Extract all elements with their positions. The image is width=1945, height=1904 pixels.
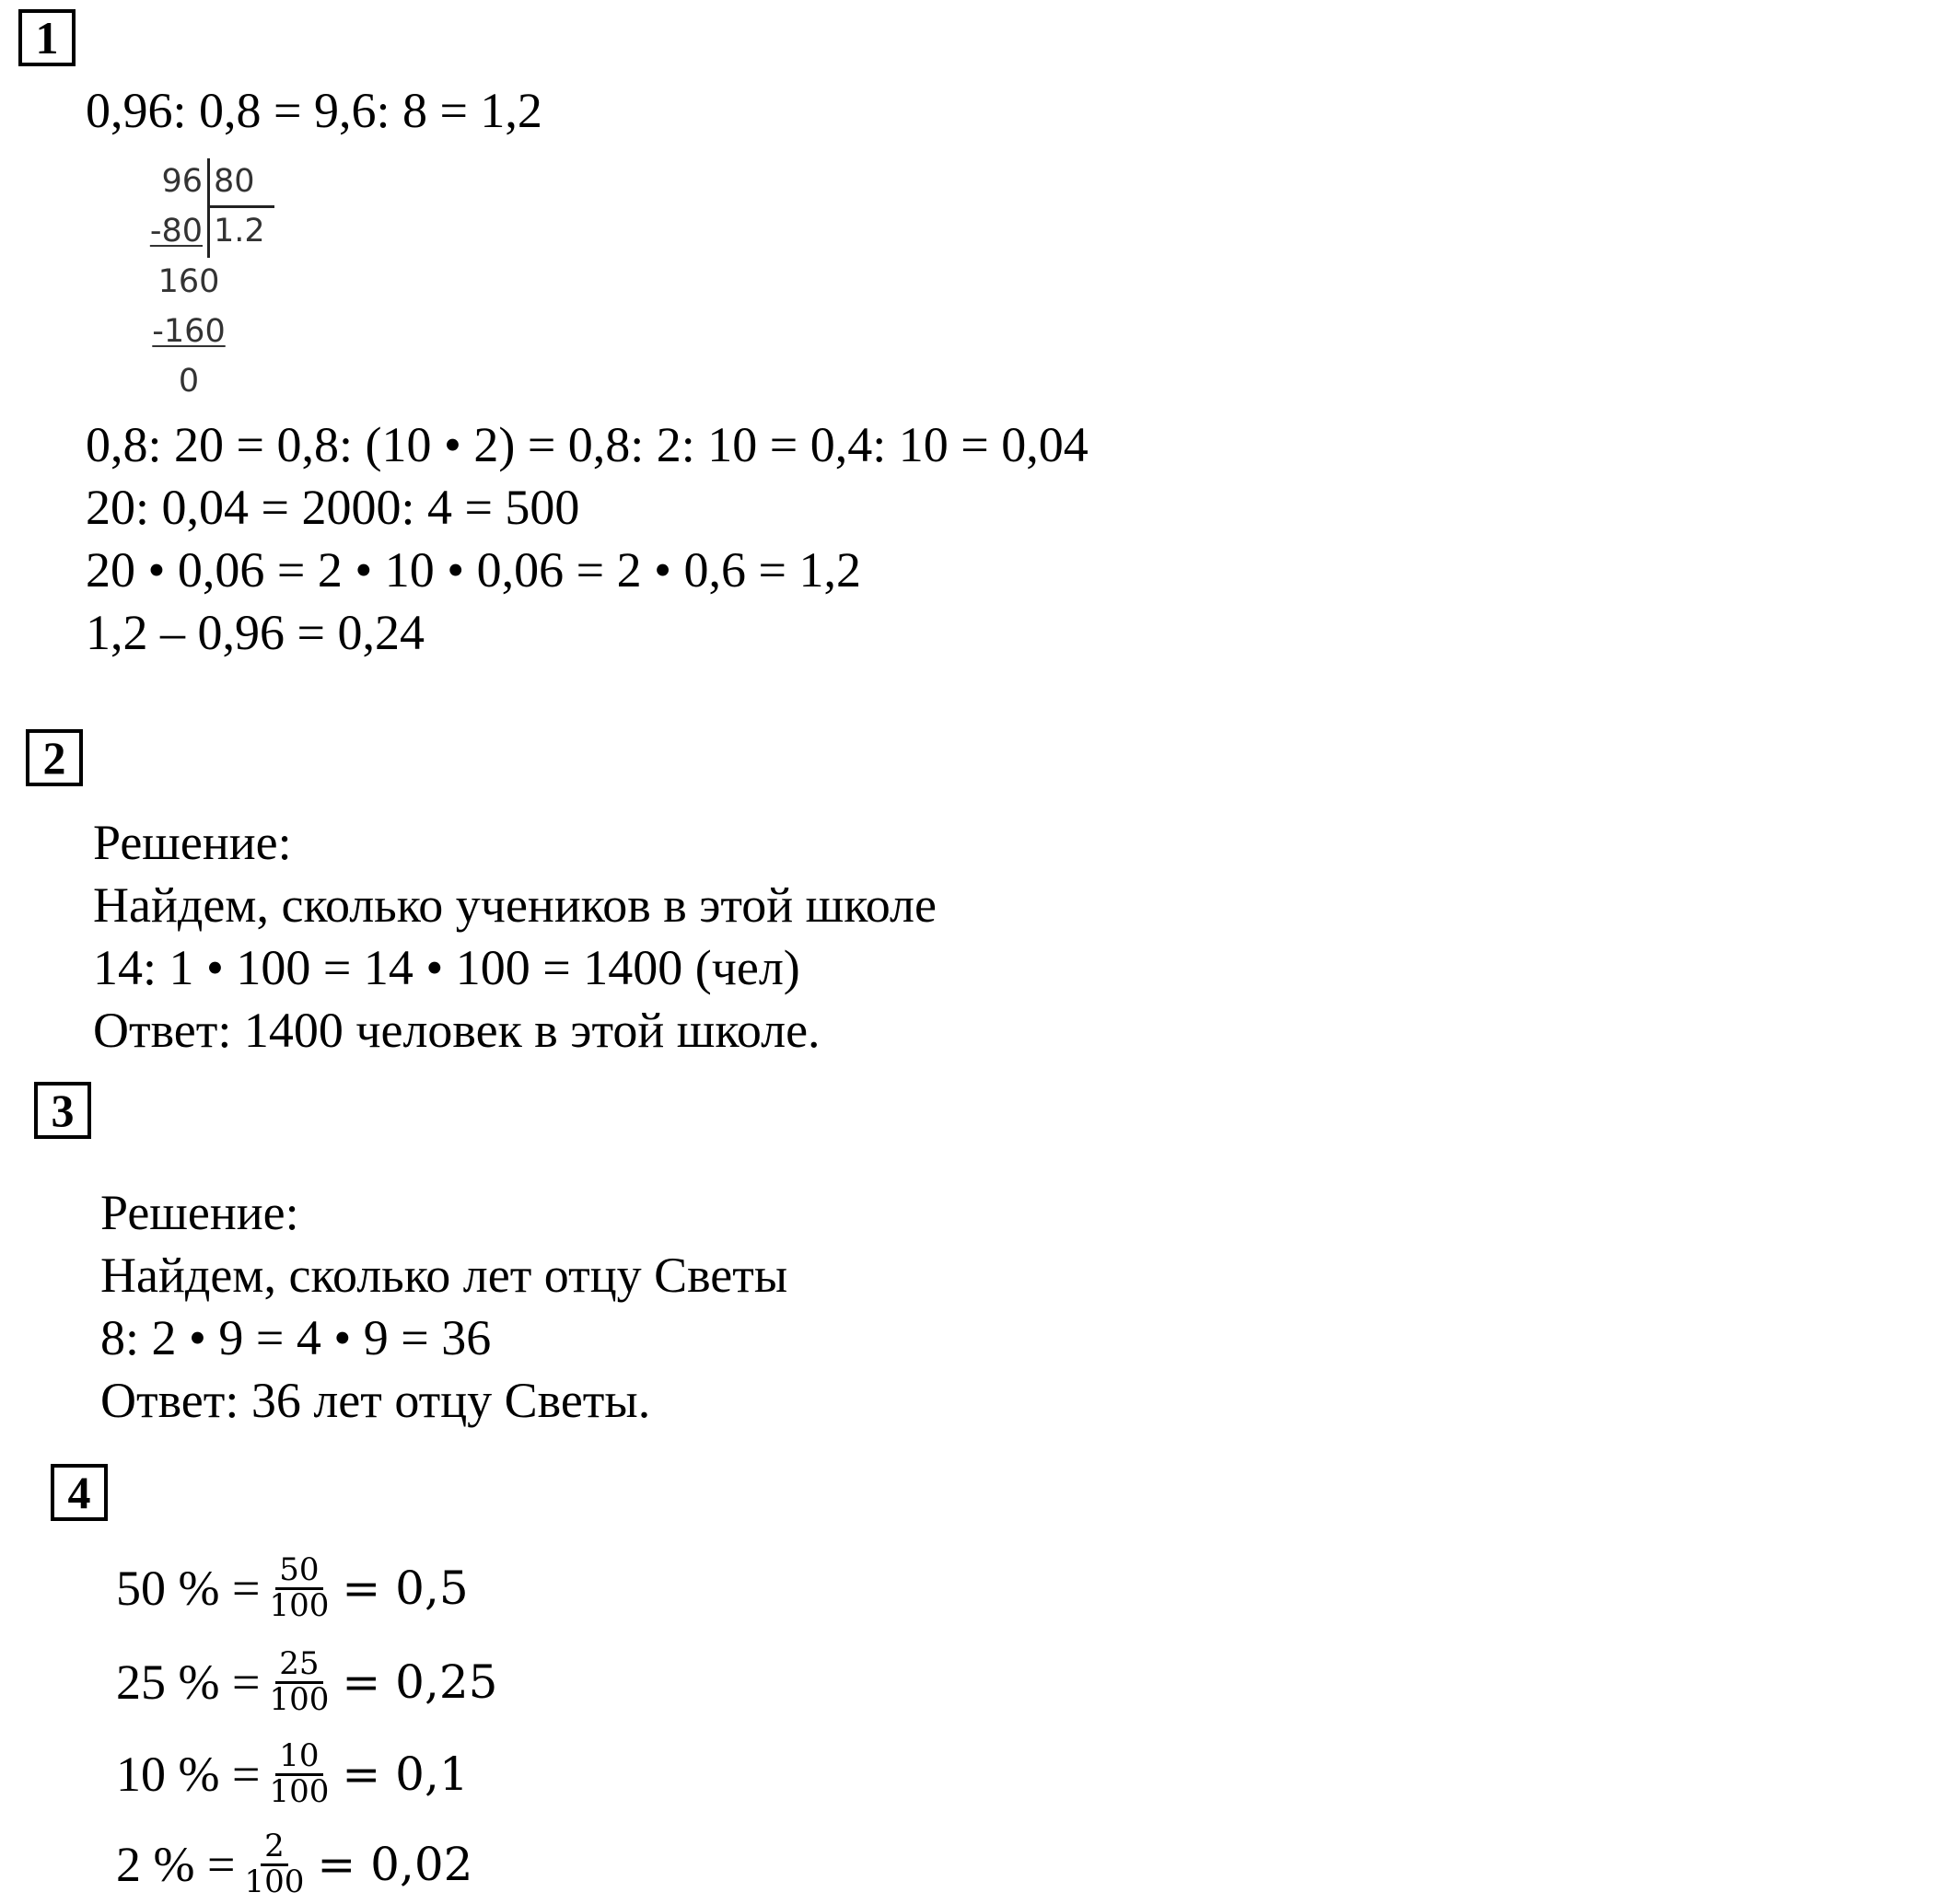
task-1-line-5: 1,2 – 0,96 = 0,24 <box>86 605 425 660</box>
division-remainder-1: 160 <box>157 263 220 300</box>
percent-lhs: 2 % = <box>116 1837 236 1893</box>
task-1-line-2: 0,8: 20 = 0,8: (10 • 2) = 0,8: 2: 10 = 0,4: 10 = 0,04 <box>86 417 1089 472</box>
task-2-number-box <box>26 729 83 786</box>
fraction-denominator: 100 <box>244 1863 305 1900</box>
fraction-numerator: 10 <box>275 1740 322 1776</box>
task-3-solution-label: Решение: <box>100 1185 299 1240</box>
division-subtract-1: -80 <box>149 213 203 250</box>
fraction-numerator: 2 <box>261 1830 288 1866</box>
task-2-line-3: 14: 1 • 100 = 14 • 100 = 1400 (чел) <box>93 940 800 995</box>
decimal-result: = 0,5 <box>342 1562 469 1616</box>
fraction-numerator: 25 <box>275 1648 322 1684</box>
task-2-number: 2 <box>42 732 66 784</box>
task-1-number: 1 <box>35 12 59 64</box>
task-3-line-3: 8: 2 • 9 = 4 • 9 = 36 <box>100 1310 492 1365</box>
fraction-denominator: 100 <box>269 1586 330 1624</box>
percent-row <box>116 1645 498 1718</box>
fraction <box>265 1737 332 1810</box>
division-subtract-2: -160 <box>152 313 226 350</box>
percent-row <box>116 1830 472 1898</box>
task-1-line-1: 0,96: 0,8 = 9,6: 8 = 1,2 <box>86 83 542 138</box>
task-3-answer: Ответ: 36 лет отцу Светы. <box>100 1373 651 1428</box>
task-1-line-4: 20 • 0,06 = 2 • 10 • 0,06 = 2 • 0,6 = 1,2 <box>86 542 861 598</box>
fraction-denominator: 100 <box>269 1680 330 1718</box>
division-divisor: 80 <box>214 163 255 200</box>
percent-row <box>116 1737 469 1810</box>
division-divisor-underline <box>207 205 274 208</box>
task-1-number-box <box>18 9 76 66</box>
fraction <box>265 1645 332 1718</box>
division-remainder-2: 0 <box>178 363 200 400</box>
task-2-answer: Ответ: 1400 человек в этой школе. <box>93 1003 821 1058</box>
decimal-result: = 0,1 <box>342 1747 469 1802</box>
task-4-number-box <box>51 1464 108 1521</box>
task-1-line-3: 20: 0,04 = 2000: 4 = 500 <box>86 480 580 535</box>
task-3-number: 3 <box>51 1085 75 1136</box>
division-quotient: 1.2 <box>214 213 265 250</box>
task-4-number: 4 <box>67 1467 91 1518</box>
division-vertical-bar <box>207 158 210 258</box>
percent-lhs: 50 % = <box>116 1561 261 1617</box>
task-2-line-2: Найдем, сколько учеников в этой школе <box>93 877 937 933</box>
division-dividend: 96 <box>161 163 203 200</box>
task-3-line-2: Найдем, сколько лет отцу Светы <box>100 1248 788 1303</box>
percent-lhs: 10 % = <box>116 1747 261 1803</box>
decimal-result: = 0,25 <box>342 1655 498 1710</box>
task-3-number-box <box>34 1082 91 1139</box>
percent-lhs: 25 % = <box>116 1654 261 1711</box>
fraction <box>240 1830 308 1898</box>
task-2-solution-label: Решение: <box>93 815 292 870</box>
fraction-denominator: 100 <box>269 1772 330 1810</box>
decimal-result: = 0,02 <box>317 1838 473 1892</box>
percent-row <box>116 1551 469 1624</box>
fraction-numerator: 50 <box>275 1554 322 1590</box>
fraction <box>265 1551 332 1624</box>
